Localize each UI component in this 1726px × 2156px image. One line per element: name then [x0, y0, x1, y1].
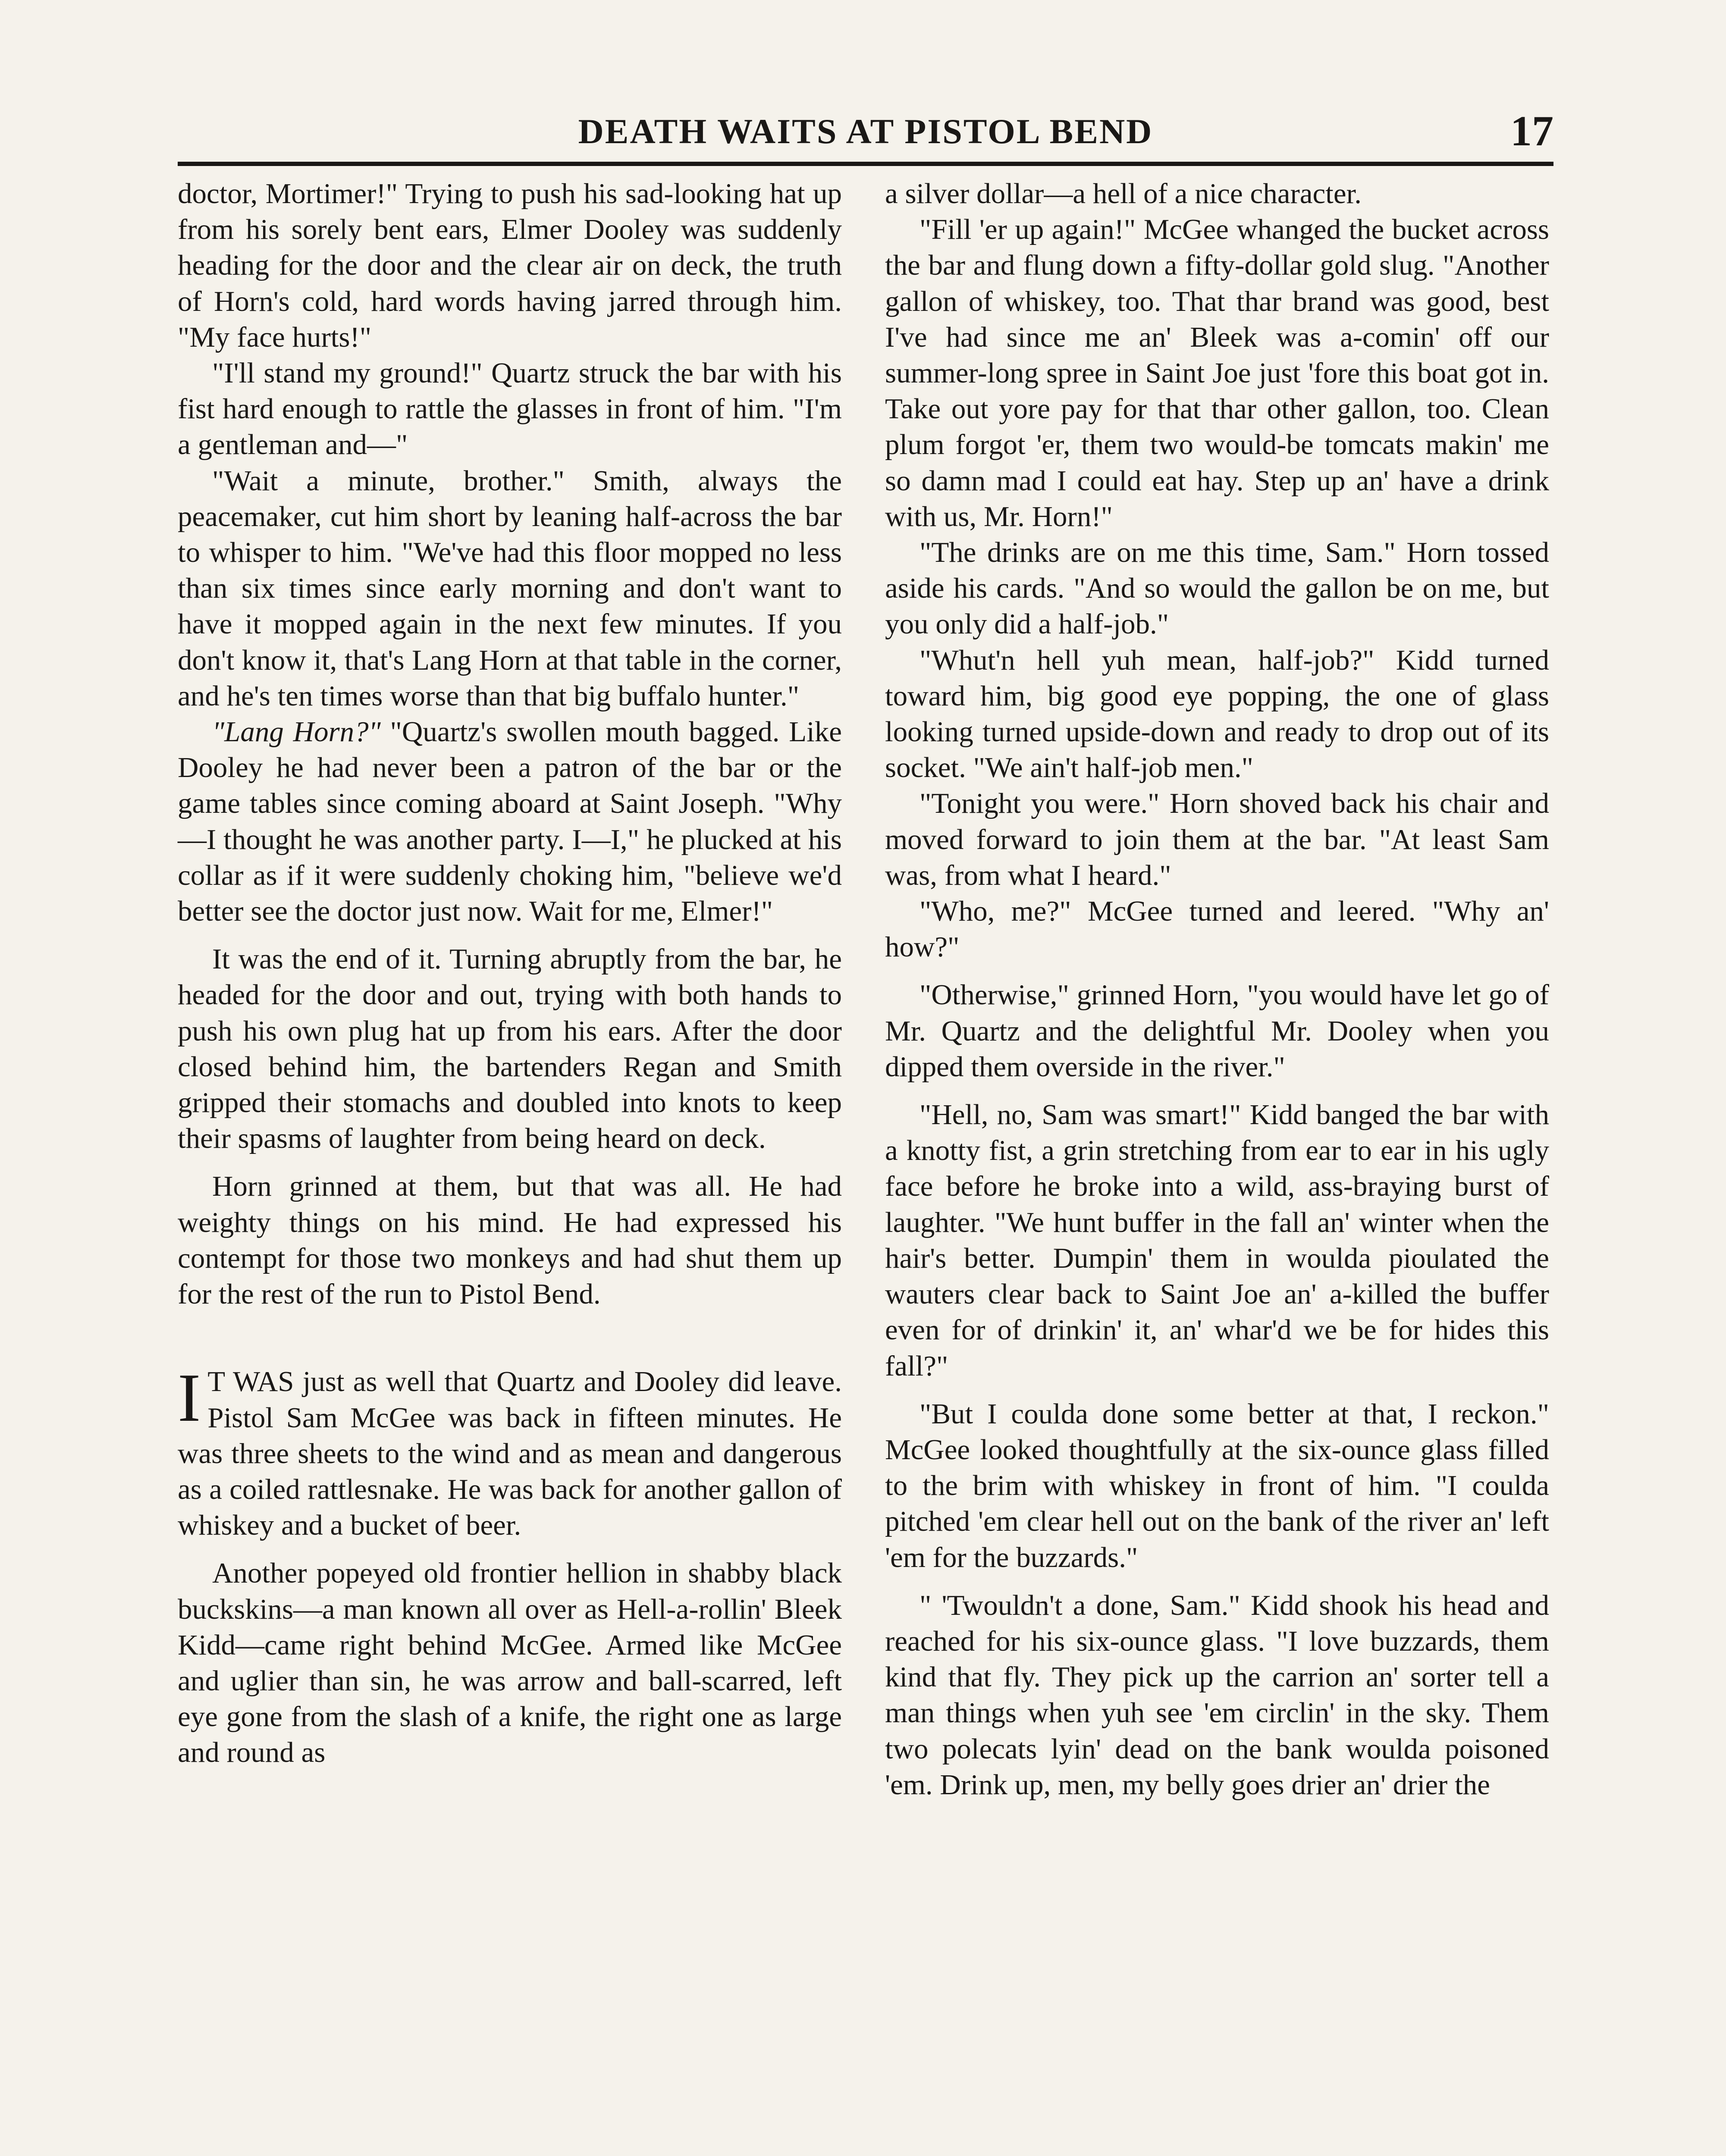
drop-cap: I	[178, 1359, 201, 1436]
paragraph-text: "Quartz's swollen mouth bagged. Like Dooley he had never been a patron of the bar or the game tables since coming aboard at Saint Joseph. "Why—I thought he was another party. I—I," he plucked at his collar as if it were suddenly choking him, "believe we'd better see the doctor just now. Wait for me, Elmer!"	[178, 716, 842, 928]
paragraph: Horn grinned at them, but that was all. He had weighty things on his mind. He had expressed his contempt for those two monkeys and had shut them up for the rest of the run to Pistol Bend.	[178, 1170, 842, 1310]
paragraph: "Fill 'er up again!" McGee whanged the bucket across the bar and flung down a fifty-dollar gold slug. "Another gallon of whiskey, too. That thar brand was good, best I've had since me an' Bleek was a-comin' off our summer-long spree in Saint Joe just 'fore this boat got in. Take out yore pay for that thar other gallon, too. Clean plum forgot 'er, them two would-be tomcats makin' me so damn mad I could eat hay. Step up an' have a drink with us, Mr. Horn!"	[885, 213, 1549, 533]
paragraph: It was the end of it. Turning abruptly from the bar, he headed for the door and out, trying with both hands to push his own plug hat up from his ears. After the door closed behind him, the bartenders Regan and Smith gripped their stomachs and doubled into knots to keep their spasms of laughter from being heard on deck.	[178, 943, 842, 1155]
italic-lead: "Lang Horn?"	[212, 716, 381, 748]
paragraph-text: T WAS just as well that Quartz and Dooley did leave. Pistol Sam McGee was back in fifteen minutes. He was three sheets to the wind and as mean and dangerous as a coiled rattlesnake. He was back for another gallon of whiskey and a bucket of beer.	[178, 1366, 842, 1542]
paragraph: "The drinks are on me this time, Sam." Horn tossed aside his cards. "And so would the gallon be on me, but you only did a half-job."	[885, 536, 1549, 640]
paragraph: a silver dollar—a hell of a nice character.	[885, 178, 1362, 210]
paragraph-italic-lead	[178, 714, 842, 929]
page-number: 17	[1510, 107, 1553, 155]
paragraph: "Hell, no, Sam was smart!" Kidd banged the bar with a knotty fist, a grin stretching from ear to ear in his ugly face before he broke into a wild, ass-braying burst of laughter. "We hunt buffer in the fall an' winter when the hair's better. Dumpin' them in woulda pioulated the wauters clear back to Saint Joe an' a-killed the buffer even for of drinkin' it, an' whar'd we be for hides this fall?"	[885, 1099, 1549, 1382]
paragraph: doctor, Mortimer!" Trying to push his sad-looking hat up from his sorely bent ears, Elmer Dooley was suddenly heading for the door and the clear air on deck, the truth of Horn's cold, hard words having jarred through him. "My face hurts!"	[178, 178, 842, 353]
paragraph: Another popeyed old frontier hellion in shabby black buckskins—a man known all over as Hell-a-rollin' Bleek Kidd—came right behind McGee. Armed like McGee and uglier than sin, he was arrow and ball-scarred, left eye gone from the slash of a knife, the right one as large and round as	[178, 1557, 842, 1769]
paragraph: "Whut'n hell yuh mean, half-job?" Kidd turned toward him, big good eye popping, the one of glass looking turned upside-down and ready to drop out of its socket. "We ain't half-job men."	[885, 644, 1549, 784]
section-opening-paragraph	[178, 1359, 842, 1543]
header-rule	[178, 162, 1553, 166]
paragraph: " 'Twouldn't a done, Sam." Kidd shook his head and reached for his six-ounce glass. "I love buzzards, them kind that fly. They pick up the carrion an' sorter tell a man things when yuh see 'em circlin' in the sky. Them two polecats lyin' dead on the bank woulda poisoned 'em. Drink up, men, my belly goes drier an' drier the	[885, 1589, 1549, 1801]
paragraph: "I'll stand my ground!" Quartz struck the bar with his fist hard enough to rattle the glasses in front of him. "I'm a gentleman and—"	[178, 357, 842, 461]
paragraph: "Who, me?" McGee turned and leered. "Why an' how?"	[885, 895, 1549, 963]
right-column	[885, 176, 1549, 1803]
page-header	[178, 107, 1553, 162]
paragraph: "Wait a minute, brother." Smith, always the peacemaker, cut him short by leaning half-across the bar to whisper to him. "We've had this floor mopped no less than six times since early morning and don't want to have it mopped again in the next few minutes. If you don't know it, that's Lang Horn at that table in the corner, and he's ten times worse than that big buffalo hunter."	[178, 464, 842, 712]
paragraph: "But I coulda done some better at that, I reckon." McGee looked thoughtfully at the six-ounce glass filled to the brim with whiskey in front of him. "I coulda pitched 'em clear hell out on the bank of the river an' left 'em for the buzzards."	[885, 1398, 1549, 1573]
paragraph: "Otherwise," grinned Horn, "you would have let go of Mr. Quartz and the delightful Mr. Dooley when you dipped them overside in the river."	[885, 979, 1549, 1083]
paragraph: "Tonight you were." Horn shoved back his chair and moved forward to join them at the bar. "At least Sam was, from what I heard."	[885, 787, 1549, 891]
left-column	[178, 176, 842, 1771]
running-title: DEATH WAITS AT PISTOL BEND	[578, 112, 1153, 151]
